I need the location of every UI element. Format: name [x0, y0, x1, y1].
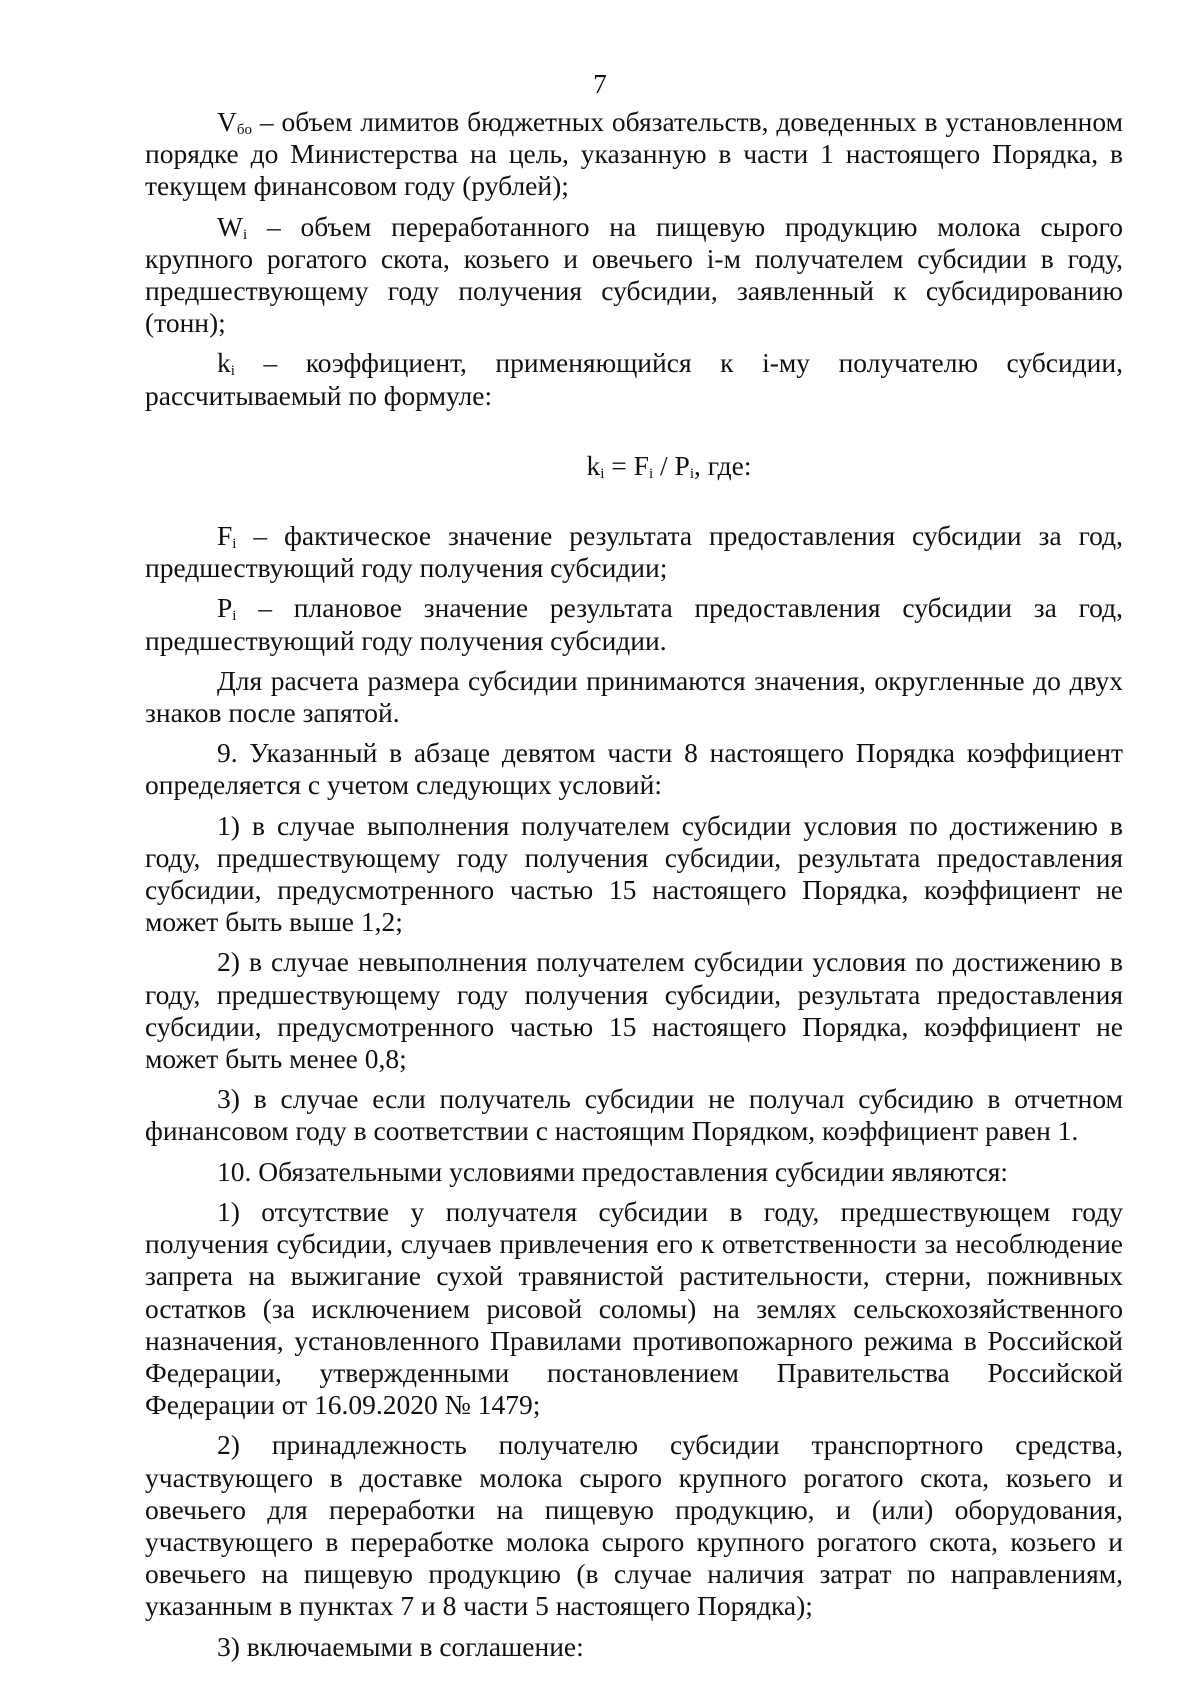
- item-10-2: 2) принадлежность получателю субсидии транспортного средства, участвующего в доставке молока сырого крупного рогатого скота, козьего и овечьего для переработки на пищевую продукцию, и (или) оборудования, участвующего в переработке молока сырого крупного рогатого скота, козьего и овечьего на пищевую продукцию (в случае наличия затрат по направлениям, указанным в пунктах 7 и 8 части 5 настоящего Порядка);: [145, 1429, 1123, 1622]
- formula-eq-f: = F: [604, 449, 649, 481]
- symbol-k: k: [217, 347, 231, 379]
- formula-f-sub: i: [648, 465, 654, 482]
- item-10-3: 3) включаемыми в соглашение:: [217, 1630, 584, 1662]
- definition-w-text: – объем переработанного на пищевую продукцию молока сырого крупного рогатого скота, козьего и овечьего i-м получателем субсидии в году, предшествующему году получения субсидии, заявленный к субсидированию (тонн);: [145, 210, 1123, 339]
- formula-tail: , где:: [694, 449, 752, 481]
- definition-k-i: [145, 347, 1123, 411]
- document-body: [145, 106, 1123, 1671]
- page-number: 7: [593, 68, 607, 99]
- definition-f-i: [145, 520, 1123, 584]
- item-10-1: 1) отсутствие у получателя субсидии в году, предшествующем году получения субсидии, случаев привлечения его к ответственности за несоблюдение запрета на выжигание сухой травянистой растительности, стерни, пожнивных остатков (за исключением рисовой соломы) на землях сельскохозяйственного назначения, установленного Правилами противопожарного режима в Российской Федерации, утвержденными постановлением Правительства Российской Федерации от 16.09.2020 № 1479;: [145, 1195, 1123, 1421]
- item-9: 9. Указанный в абзаце девятом части 8 настоящего Порядка коэффициент определяется с учетом следующих условий:: [145, 737, 1123, 801]
- subscript-i: i: [232, 536, 237, 553]
- subscript-bo: бо: [236, 122, 253, 138]
- definition-p-text: – плановое значение результата предоставления субсидии за год, предшествующий году получения субсидии.: [145, 592, 1123, 656]
- formula-p-sub: i: [689, 465, 694, 482]
- symbol-f: F: [217, 520, 233, 552]
- item-9-1: 1) в случае выполнения получателем субсидии условия по достижению в году, предшествующему году получения субсидии, результата предоставления субсидии, предусмотренного частью 15 настоящего Порядка, коэффициент не может быть выше 1,2;: [145, 809, 1123, 938]
- item-10: 10. Обязательными условиями предоставления субсидии являются:: [217, 1155, 1009, 1187]
- subscript-i: i: [230, 363, 235, 380]
- formula-k-sub: i: [600, 465, 605, 482]
- formula-div-p: / P: [653, 449, 690, 481]
- subscript-i: i: [232, 608, 237, 625]
- definition-p-i: [145, 592, 1123, 656]
- item-9-2: 2) в случае невыполнения получателем субсидии условия по достижению в году, предшествующему году получения субсидии, результата предоставления субсидии, предусмотренного частью 15 настоящего Порядка, коэффициент не может быть менее 0,8;: [145, 946, 1123, 1075]
- definition-v-text: – объем лимитов бюджетных обязательств, доведенных в установленном порядке до Министерства на цель, указанную в части 1 настоящего Порядка, в текущем финансовом году (рублей);: [145, 106, 1123, 202]
- rounding-paragraph: Для расчета размера субсидии принимаются значения, округленные до двух знаков после запятой.: [145, 664, 1123, 729]
- symbol-p: P: [217, 592, 233, 624]
- subscript-i: i: [242, 226, 248, 243]
- formula-k-i: [145, 450, 1123, 482]
- definition-v-bo: [145, 106, 1123, 203]
- symbol-w: W: [217, 210, 243, 242]
- symbol-v: V: [217, 106, 237, 137]
- definition-w-i: [145, 211, 1123, 340]
- definition-k-text: – коэффициент, применяющийся к i-му получателю субсидии, рассчитываемый по формуле:: [145, 347, 1123, 411]
- formula-k: k: [586, 449, 601, 481]
- definition-f-text: – фактическое значение результата предоставления субсидии за год, предшествующий году получения субсидии;: [145, 520, 1123, 584]
- item-9-3: 3) в случае если получатель субсидии не получал субсидию в отчетном финансовом году в соответствии с настоящим Порядком, коэффициент равен 1.: [145, 1083, 1123, 1147]
